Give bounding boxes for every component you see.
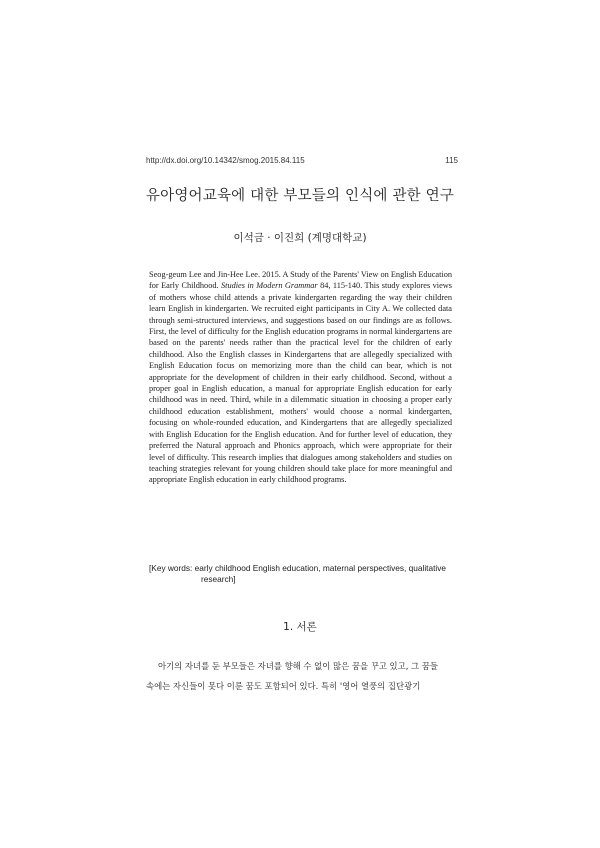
keywords-line-1: [Key words: early childhood English education, maternal perspectives, qualitative (149, 563, 447, 573)
body-line: 속에는 자신들이 못다 이룬 꿈도 포함되어 있다. 특히 '영어 열풍의 집단광기 (146, 681, 421, 691)
journal-name: Studies in Modern Grammar (221, 281, 318, 291)
abstract-citation-prefix: Seog-geum Lee and Jin-Hee Lee. 2015. A Study of the Parents' View on English Education for Early Childhood. (149, 270, 452, 291)
paper-title: 유아영어교육에 대한 부모들의 인식에 관한 연구 (145, 188, 455, 204)
abstract-citation-suffix: 84, 115-140. (320, 281, 363, 291)
body-line: 아기의 자녀를 둔 부모들은 자녀를 향해 수 없이 많은 꿈을 꾸고 있고, 그 꿈들 (158, 661, 438, 671)
paper-authors: 이석금 · 이진희 (계명대학교) (233, 232, 367, 244)
doi-link[interactable]: http://dx.doi.org/10.14342/smog.2015.84.115 (146, 156, 305, 165)
section-heading: 1. 서론 (283, 621, 317, 633)
abstract-body: This study explores views of mothers whose child attends a private kindergarten regarding the way their children learn English in kindergarten. We recruited eight participants in City A. We collected data through semi-structured interviews, and suggestions based on our findings are as follows. First, the level of difficulty for the English education programs in normal kindergartens are based on the parents' needs rather than the practical level for the children of early childhood. Also the English classes in Kindergartens that are allegedly specialized with English Education focus on memorizing more than the child can bear, which is not appropriate for the development of children in their early childhood. Second, without a proper goal in English education, a manual for appropriate English education for early childhood was in need. Third, while in a dilemmatic situation in choosing a proper early childhood education establishment, mothers' would choose a normal kindergarten, focusing on whole-rounded education, and Kindergartens that are allegedly specialized with English Education for the English education. And for further level of education, they preferred the Natural approach and Phonics approach, which were appropriate for their level of difficulty. This research implies that dialogues among stakeholders and studies on teaching strategies relevant for young children should take place for more meaningful and appropriate English education in early childhood programs. (149, 281, 452, 485)
keywords (149, 563, 459, 586)
keywords-line-2: research] (201, 574, 236, 585)
abstract (149, 269, 452, 486)
page-number: 115 (445, 156, 458, 165)
body-paragraph (146, 656, 458, 696)
